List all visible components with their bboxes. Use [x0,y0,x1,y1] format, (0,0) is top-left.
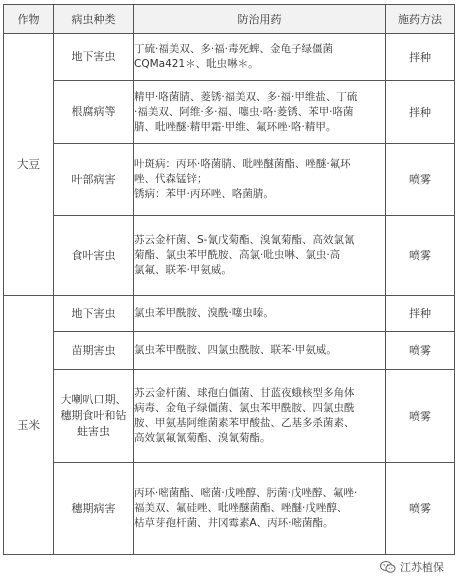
table-row [4,332,455,370]
drugs-line: 菊酯、氯虫苯甲酰胺、高氯·吡虫啉、氯虫·高 [134,249,341,261]
drugs-line: 高效氯氟氰菊酯、溴氰菊酯。 [134,432,271,444]
table-row [4,144,455,216]
drugs-line: 锈病：苯甲·丙环唑、咯菌腈。 [134,188,274,200]
pest-type-line: 蛀害虫 [77,425,110,438]
table-row [4,370,455,463]
table-row [4,463,455,555]
method-cell: 拌种 [386,81,455,144]
table-body [4,34,455,555]
pest-type-cell: 食叶害虫 [54,216,134,296]
method-cell: 喷雾 [386,332,455,370]
method-cell: 拌种 [386,296,455,332]
drugs-cell [134,144,386,216]
drugs-line: 丁硫·福美双、多·福·毒死蜱、金龟子绿僵菌 [134,43,334,55]
drugs-line: 氯氟、联苯·甲氨威。 [134,264,232,276]
drugs-line: 叶斑病：丙环·咯菌腈、吡唑醚菌酯、唑醚·氟环 [134,158,351,170]
drugs-cell [134,216,386,296]
drugs-cell [134,296,386,332]
wechat-icon [380,560,396,574]
table-header [4,5,455,34]
drugs-cell [134,463,386,555]
drugs-line: 病毒、金龟子绿僵菌、氯虫苯甲酰胺、四氯虫酰 [134,402,355,414]
method-cell: 拌种 [386,34,455,81]
crop-corn: 玉米 [4,296,54,555]
pest-type-line: 大喇叭口期、 [60,393,127,406]
header-drugs: 防治用药 [134,5,386,34]
watermark-text: 江苏植保 [400,561,444,574]
drugs-line: 福美双、氟硅唑、吡唑醚菌酯、唑醚·戊唑醇、 [134,502,348,514]
drugs-cell [134,81,386,144]
pest-control-table [3,4,455,555]
pest-type-cell: 穗期病害 [54,463,134,555]
table-row [4,81,455,144]
pest-type-cell: 根腐病等 [54,81,134,144]
header-row [4,5,455,34]
pest-type-cell: 地下害虫 [54,34,134,81]
drugs-line: 苏云金杆菌、S-氰戊菊酯、溴氰菊酯、高效氯氰 [134,234,355,246]
pest-type-cell: 地下害虫 [54,296,134,332]
drugs-line: 苏云金杆菌、球孢白僵菌、甘蓝夜蛾核型多角体 [134,387,355,399]
drugs-line: 腈、吡唑醚·精甲霜·甲维、氟环唑·咯·精甲。 [134,120,337,133]
drugs-line: ·福美双、阿维·多·福、噻虫·咯·菱锈、苯甲·咯菌 [134,105,354,118]
drugs-line: 氯虫苯甲酰胺、四氯虫酰胺、联苯·甲氨威。 [134,344,337,356]
header-method: 施药方法 [386,5,455,34]
drugs-line: 唑、代森锰锌； [134,173,208,185]
drugs-line: 氯虫苯甲酰胺、溴酰·噻虫嗪。 [134,307,274,319]
drugs-cell [134,370,386,463]
pest-type-line: 穗期食叶和钻 [60,409,127,422]
method-cell: 喷雾 [386,463,455,555]
table-row [4,216,455,296]
drugs-line: 枯草芽孢杆菌、井冈霉素A、丙环·嘧菌酯。 [134,517,334,529]
table-row [4,296,455,332]
drugs-line: 丙环·嘧菌酯、嘧菌·戊唑醇、肟菌·戊唑醇、氟唑· [134,487,358,499]
header-pest-type: 病虫种类 [54,5,134,34]
method-cell: 喷雾 [386,144,455,216]
drugs-line: 精甲·咯菌腈、菱锈·福美双、多·福·甲维盐、丁硫 [134,90,358,103]
method-cell: 喷雾 [386,370,455,463]
drugs-cell [134,34,386,81]
drugs-cell [134,332,386,370]
pest-type-cell: 苗期害虫 [54,332,134,370]
crop-soybean: 大豆 [4,34,54,296]
pest-type-cell [54,370,134,463]
table-row [4,34,455,81]
header-crop: 作物 [4,5,54,34]
drugs-line: 胺、甲氨基阿维菌素苯甲酸盐、乙基多杀菌素、 [134,417,355,429]
pest-type-cell: 叶部病害 [54,144,134,216]
method-cell: 喷雾 [386,216,455,296]
watermark [377,558,447,576]
drugs-line: CQMa421＊、吡虫啉＊。 [134,58,259,70]
